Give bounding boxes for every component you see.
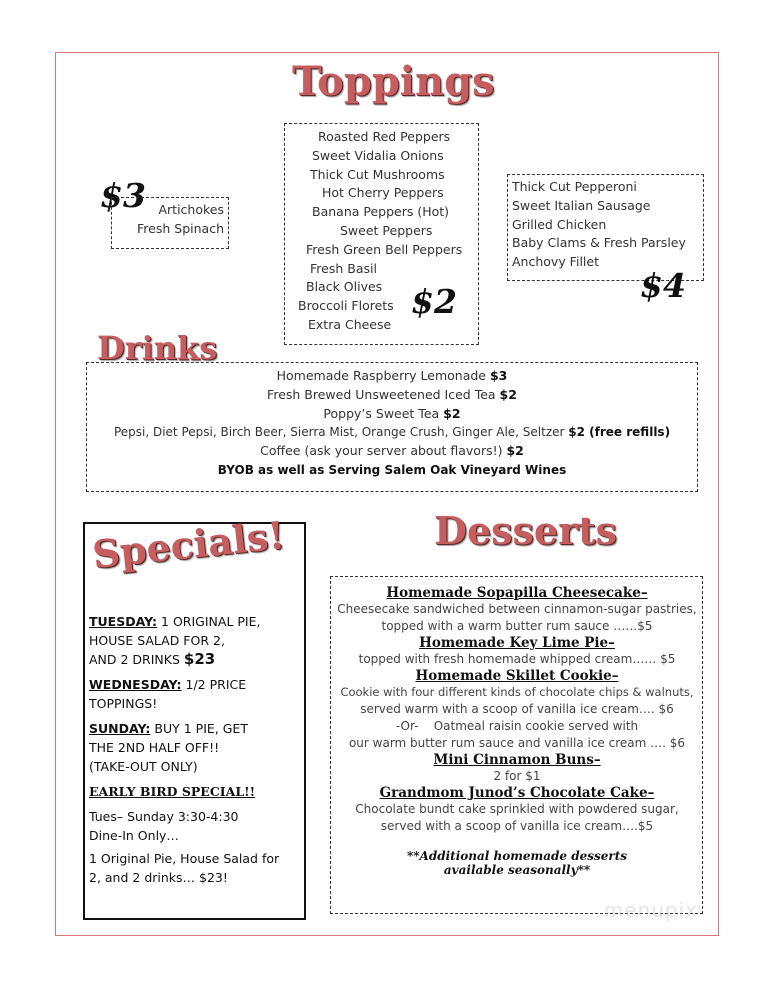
- topping-price-3: $3: [100, 176, 146, 215]
- early-bird-deal: 1 Original Pie, House Salad for 2, and 2 drinks… $23!: [89, 851, 280, 885]
- topping-price-2: $2: [411, 282, 457, 321]
- topping-tier3-list: [122, 201, 224, 239]
- topping-tier4-list: [512, 178, 686, 272]
- drinks-heading: Drinks: [97, 329, 218, 367]
- topping-item: Fresh Basil: [310, 260, 377, 276]
- topping-item: Fresh Green Bell Peppers: [306, 241, 463, 257]
- topping-item: Sweet Vidalia Onions: [312, 147, 444, 163]
- drink-item: Poppy’s Sweet Tea $2: [323, 405, 461, 421]
- desserts-seasonal-note: **Additional homemade desserts available seasonally**: [406, 849, 628, 877]
- dessert-item: Homemade Skillet Cookie– Cookie with four different kinds of chocolate chips & walnuts, served warm with a scoop of vanilla ice cream…. $6 -Or- Oatmeal raisin cookie served with our warm butter rum sauce and vanilla ice cream …. $6: [340, 668, 694, 750]
- topping-item: Banana Peppers (Hot): [312, 204, 450, 220]
- desserts-heading: Desserts: [434, 508, 618, 553]
- special-tuesday: TUESDAY: 1 ORIGINAL PIE, HOUSE SALAD FOR 2, AND 2 DRINKS $23: [89, 614, 261, 668]
- special-early-bird: EARLY BIRD SPECIAL!!: [89, 784, 256, 799]
- topping-item: Extra Cheese: [308, 316, 392, 332]
- topping-item: Broccoli Florets: [298, 298, 394, 314]
- topping-item: Thick Cut Pepperoni: [512, 179, 637, 194]
- dessert-item: Mini Cinnamon Buns– 2 for $1: [433, 752, 601, 783]
- dessert-item: Homemade Key Lime Pie– topped with fresh homemade whipped cream…… $5: [358, 635, 676, 666]
- topping-item: Black Olives: [306, 279, 383, 295]
- topping-price-4: $4: [640, 266, 686, 305]
- dessert-item: Grandmom Junod’s Chocolate Cake– Chocolate bundt cake sprinkled with powdered sugar, served with a scoop of vanilla ice cream….$5: [355, 785, 679, 833]
- specials-heading: Specials!: [90, 512, 287, 577]
- topping-item: Sweet Italian Sausage: [512, 197, 651, 213]
- topping-item: Anchovy Fillet: [512, 254, 599, 270]
- special-sunday: SUNDAY: BUY 1 PIE, GET THE 2ND HALF OFF!! (TAKE-OUT ONLY): [89, 721, 248, 774]
- topping-item: Sweet Peppers: [340, 222, 433, 238]
- topping-item: Artichokes: [158, 202, 224, 217]
- topping-item: Thick Cut Mushrooms: [310, 166, 445, 182]
- drinks-list: [86, 367, 698, 480]
- drink-item: Pepsi, Diet Pepsi, Birch Beer, Sierra Mist, Orange Crush, Ginger Ale, Seltzer $2 (free refills): [113, 425, 671, 440]
- special-wednesday: WEDNESDAY: 1/2 PRICE TOPPINGS!: [89, 677, 247, 711]
- byob-note: BYOB as well as Serving Salem Oak Vineyard Wines: [217, 462, 567, 477]
- topping-item: Roasted Red Peppers: [318, 129, 451, 144]
- topping-item: Fresh Spinach: [137, 220, 224, 236]
- topping-item: Grilled Chicken: [512, 216, 607, 232]
- dessert-item: Homemade Sopapilla Cheesecake– Cheesecake sandwiched between cinnamon-sugar pastries, topped with a warm butter rum sauce ……$5: [337, 585, 697, 633]
- early-bird-hours: Tues– Sunday 3:30-4:30 Dine-In Only…: [89, 809, 239, 843]
- topping-item: Baby Clams & Fresh Parsley: [512, 235, 686, 251]
- drink-item: Coffee (ask your server about flavors!) $2: [260, 443, 524, 459]
- watermark: menupix: [603, 898, 698, 922]
- topping-item: Hot Cherry Peppers: [322, 185, 444, 201]
- drink-item: Homemade Raspberry Lemonade $3: [276, 368, 508, 383]
- drink-item: Fresh Brewed Unsweetened Iced Tea $2: [267, 386, 517, 402]
- toppings-heading: Toppings: [292, 58, 495, 105]
- desserts-list: [331, 585, 703, 877]
- specials-list: [89, 612, 299, 887]
